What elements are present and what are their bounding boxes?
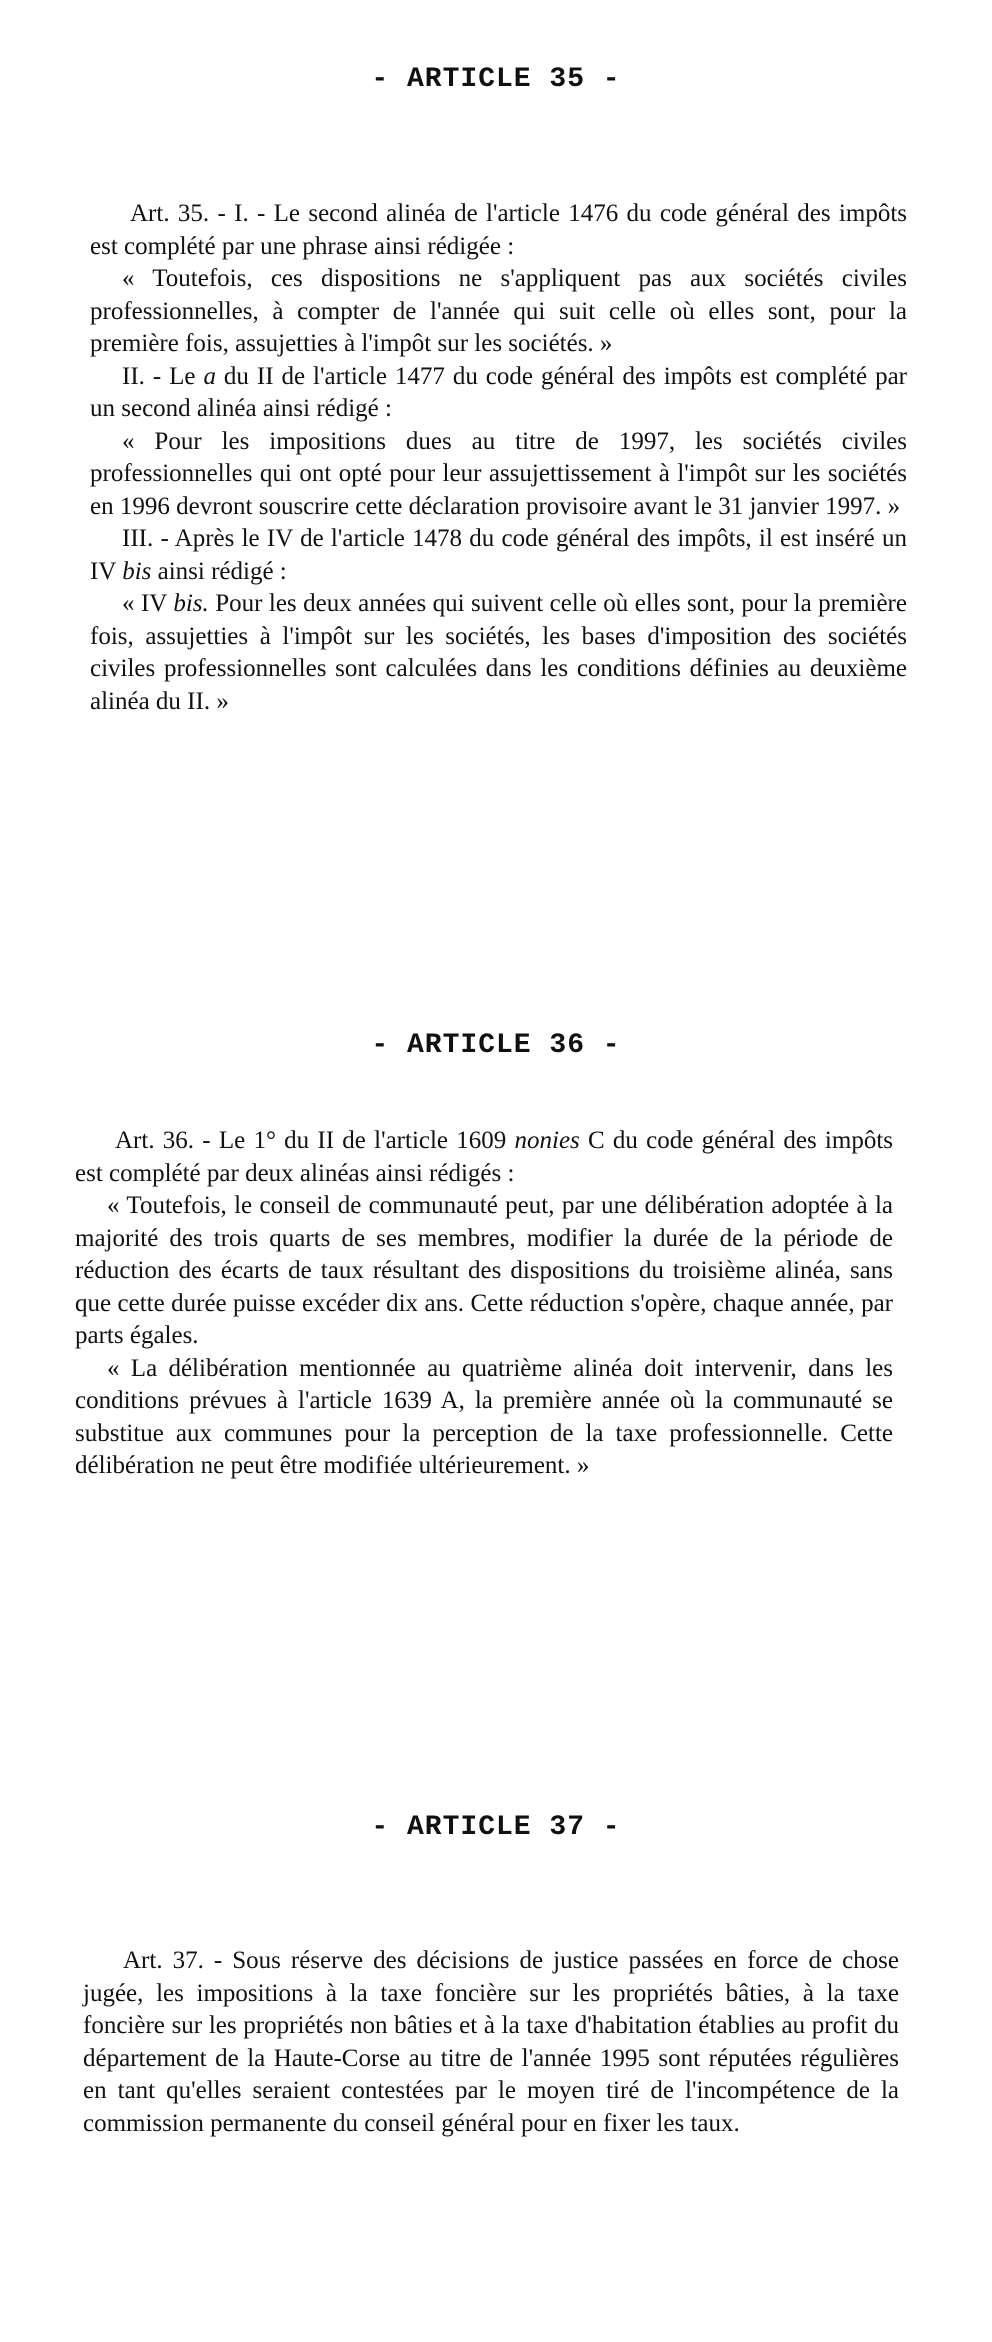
article-37-paragraph xyxy=(83,1945,899,2140)
text-run: « La délibération mentionnée au quatrième alinéa doit intervenir, dans les conditions prévues à l'article 1639 A, la première année où la communauté se substitue aux communes pour la perception de la taxe professionnelle. Cette délibération ne peut être modifiée ultérieurement. » xyxy=(75,1354,893,1479)
italic-text-run: bis xyxy=(122,557,152,585)
article-36-paragraph xyxy=(75,1190,893,1353)
article-36-body xyxy=(75,1125,893,1483)
text-run: III. - Après le IV de l'article 1478 du code général des impôts, il est inséré un IV xyxy=(90,525,907,585)
article-36-paragraph xyxy=(75,1125,893,1190)
text-run: « IV xyxy=(122,590,174,617)
article-35-paragraph xyxy=(90,523,907,588)
text-run: « Pour les impositions dues au titre de 1997, les sociétés civiles professionnelles qui ont opté pour leur assujettissement à l'impôt sur les sociétés en 1996 devront souscrire cette déclaration provisoire avant le 31 janvier 1997. » xyxy=(90,427,907,520)
text-run: Art. 37. - Sous réserve des décisions de justice passées en force de chose jugée, les impositions à la taxe foncière sur les propriétés bâties, à la taxe foncière sur les propriétés non bâties et à la taxe d'habitation établies au profit du département de la Haute-Corse au titre de l'année 1995 sont réputées régulières en tant qu'elles seraient contestées par le moyen tiré de l'incompétence de la commission permanente du conseil général pour en fixer les taux. xyxy=(83,1947,899,2137)
text-run: « Toutefois, ces dispositions ne s'appliquent pas aux sociétés civiles professionnelles, à compter de l'année qui suit celle où elles sont, pour la première fois, assujetties à l'impôt sur les sociétés. » xyxy=(90,265,907,357)
article-35-paragraph xyxy=(90,426,907,524)
article-37-body xyxy=(83,1945,899,2140)
article-36-heading: - ARTICLE 36 - xyxy=(371,1030,621,1061)
text-run: II. - Le xyxy=(122,362,204,390)
article-35-body xyxy=(90,198,907,718)
article-37-heading: - ARTICLE 37 - xyxy=(371,1812,621,1843)
italic-text-run: nonies xyxy=(514,1127,580,1154)
article-36-paragraph xyxy=(75,1353,893,1483)
article-35-heading: - ARTICLE 35 - xyxy=(371,64,621,95)
article-35-paragraph xyxy=(90,198,907,263)
article-35-paragraph xyxy=(90,361,907,426)
article-35-paragraph xyxy=(90,588,907,718)
italic-text-run: bis. xyxy=(173,590,209,617)
text-run: du II de l'article 1477 du code général des impôts est complété par un second alinéa ainsi rédigé : xyxy=(90,362,907,422)
article-35-paragraph xyxy=(90,263,907,361)
text-run: « Toutefois, le conseil de communauté peut, par une délibération adoptée à la majorité des trois quarts de ses membres, modifier la durée de la période de réduction des écarts de taux résultant des dispositions du troisième alinéa, sans que cette durée puisse excéder dix ans. Cette réduction s'opère, chaque année, par parts égales. xyxy=(75,1192,893,1349)
text-run: Art. 36. - Le 1° du II de l'article 1609 xyxy=(115,1127,515,1154)
text-run: Pour les deux années qui suivent celle où elles sont, pour la première fois, assujetties à l'impôt sur les sociétés, les bases d'imposition des sociétés civiles professionnelles sont calculées dans les conditions définies au deuxième alinéa du II. » xyxy=(90,590,907,715)
text-run: Art. 35. - I. - Le second alinéa de l'article 1476 du code général des impôts est complété par une phrase ainsi rédigée : xyxy=(90,200,907,260)
text-run: C du code général des impôts est complété par deux alinéas ainsi rédigés : xyxy=(75,1127,893,1187)
text-run: ainsi rédigé : xyxy=(151,557,287,585)
italic-text-run: a xyxy=(203,362,216,390)
